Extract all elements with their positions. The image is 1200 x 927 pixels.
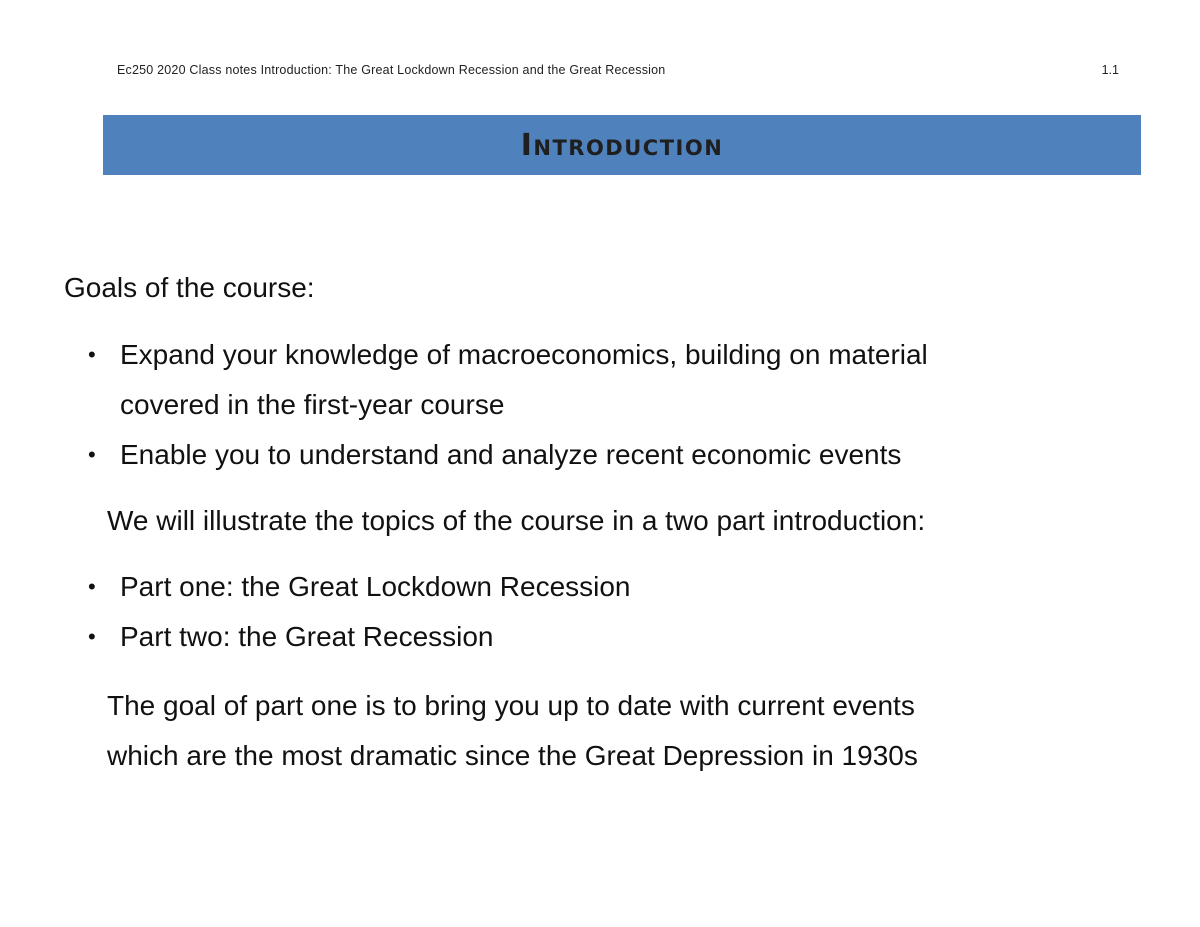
list-item xyxy=(88,430,928,480)
list-item-text: Part one: the Great Lockdown Recession xyxy=(120,571,631,602)
goals-heading: Goals of the course: xyxy=(64,272,315,303)
goal-paragraph xyxy=(107,681,918,781)
parts-list xyxy=(88,562,631,662)
page-number: 1.1 xyxy=(1101,63,1119,77)
bullet-icon: • xyxy=(88,624,96,649)
bullet-icon: • xyxy=(88,574,96,599)
list-item xyxy=(88,562,631,612)
goals-list xyxy=(88,330,928,480)
list-item-text: Enable you to understand and analyze recent economic events xyxy=(120,439,902,470)
goal-paragraph-line: which are the most dramatic since the Great Depression in 1930s xyxy=(107,740,918,771)
list-item-text: covered in the first-year course xyxy=(120,389,505,420)
illustrate-paragraph: We will illustrate the topics of the course in a two part introduction: xyxy=(107,505,926,536)
bullet-icon: • xyxy=(88,342,96,367)
list-item-text: Expand your knowledge of macroeconomics, building on material xyxy=(120,339,928,370)
goal-paragraph-line: The goal of part one is to bring you up to date with current events xyxy=(107,690,915,721)
list-item xyxy=(88,612,631,662)
list-item-text: Part two: the Great Recession xyxy=(120,621,494,652)
section-title: Introduction xyxy=(520,127,724,163)
course-note-header: Ec250 2020 Class notes Introduction: The Great Lockdown Recession and the Great Recession xyxy=(117,63,666,77)
bullet-icon: • xyxy=(88,442,96,467)
list-item xyxy=(88,330,928,430)
